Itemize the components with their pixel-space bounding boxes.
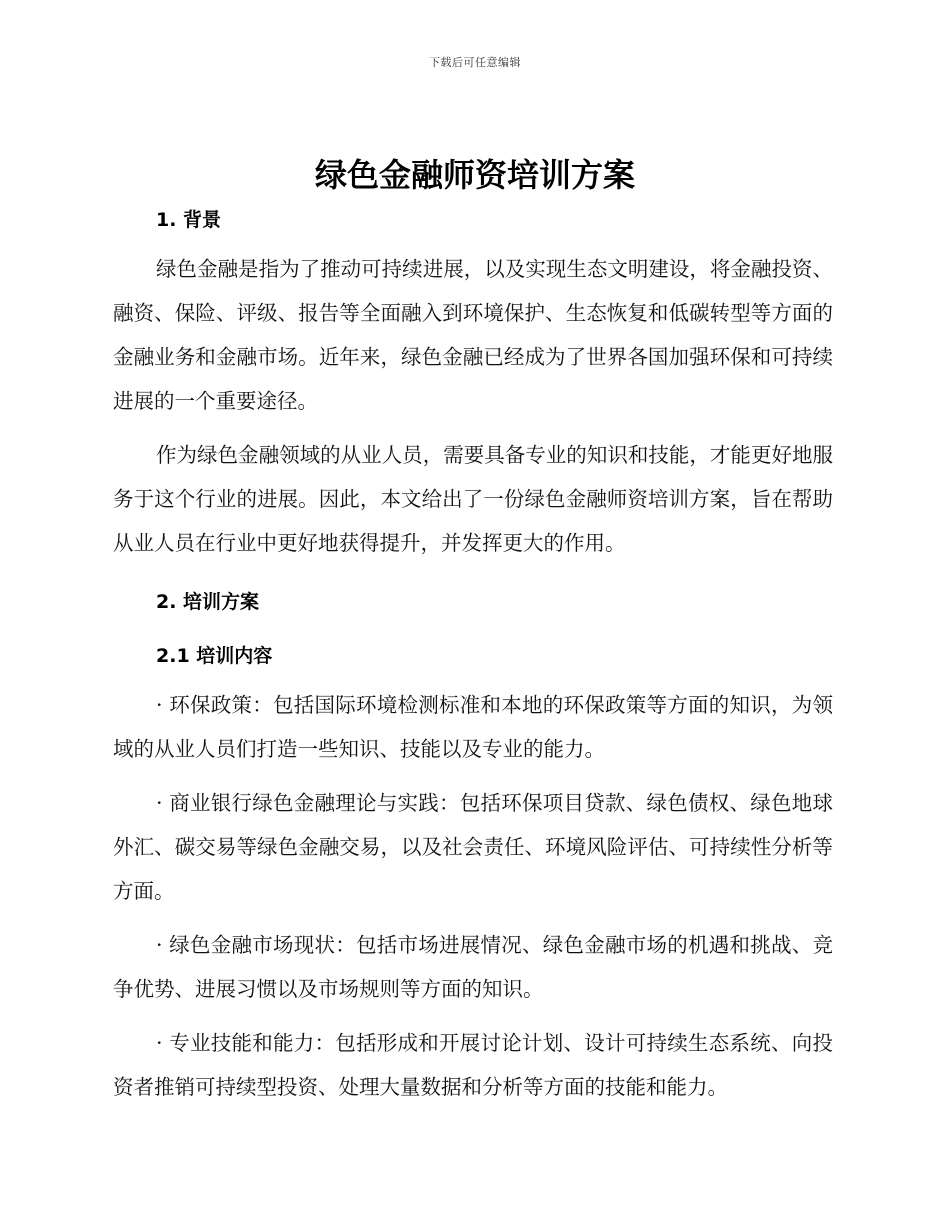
document-body: [113, 203, 833, 1109]
paragraph: 绿色金融是指为了推动可持续进展，以及实现生态文明建设，将金融投资、融资、保险、评级、报告等全面融入到环境保护、生态恢复和低碳转型等方面的金融业务和金融市场。近年来，绿色金融已经成为了世界各国加强环保和可持续进展的一个重要途径。: [113, 257, 833, 413]
list-item: · 环保政策：包括国际环境检测标准和本地的环保政策等方面的知识，为领域的从业人员们打造一些知识、技能以及专业的能力。: [113, 693, 833, 761]
paragraph: 作为绿色金融领域的从业人员，需要具备专业的知识和技能，才能更好地服务于这个行业的进展。因此，本文给出了一份绿色金融师资培训方案，旨在帮助从业人员在行业中更好地获得提升，并发挥更大的作用。: [113, 443, 833, 555]
list-item: · 专业技能和能力：包括形成和开展讨论计划、设计可持续生态系统、向投资者推销可持续型投资、处理大量数据和分析等方面的技能和能力。: [113, 1031, 833, 1099]
section-heading-training-plan: 2. 培训方案: [156, 591, 260, 613]
list-item: · 商业银行绿色金融理论与实践：包括环保项目贷款、绿色债权、绿色地球外汇、碳交易等绿色金融交易，以及社会责任、环境风险评估、可持续性分析等方面。: [113, 791, 833, 903]
header-note: 下载后可任意编辑: [429, 56, 521, 69]
list-item: · 绿色金融市场现状：包括市场进展情况、绿色金融市场的机遇和挑战、竞争优势、进展习惯以及市场规则等方面的知识。: [113, 933, 833, 1001]
document-title: 绿色金融师资培训方案: [314, 156, 635, 194]
section-heading-background: 1. 背景: [156, 209, 222, 231]
subsection-heading-training-content: 2.1 培训内容: [156, 645, 273, 667]
